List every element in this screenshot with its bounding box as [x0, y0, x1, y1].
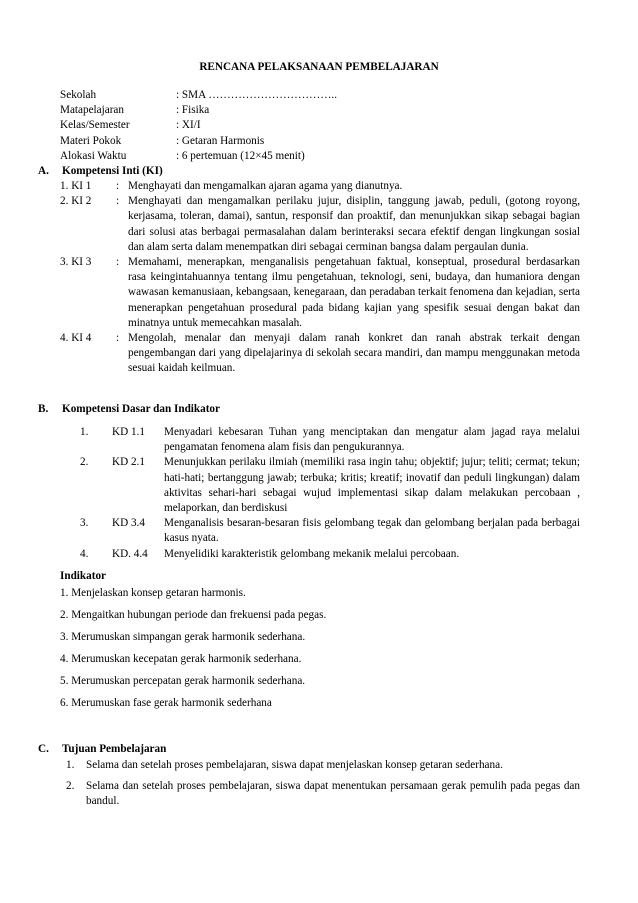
ki-item: 3. KI 3 : Memahami, menerapkan, menganalisis pengetahuan faktual, konseptual, prosedural berdasarkan rasa keingintahuannya tentang ilmu pengetahuan, teknologi, seni, budaya, dan humaniora dengan wawasan kemanusiaan, kebangsaan, kenegaraan, dan peradaban terkait fenomena dan kejadian, serta menerapkan pengetahuan prosedural pada bidang kajian yang spesifik sesuai dengan bakat dan minatnya untuk memecahkan masalah.: [60, 255, 580, 331]
kd-number: 4.: [80, 547, 89, 560]
ki-text: Mengolah, menalar dan menyaji dalam ranah konkret dan ranah abstrak terkait dengan pengembangan dari yang dipelajarinya di sekolah secara mandiri, dan mampu menggunakan metoda sesuai kaidah keilmuan.: [128, 332, 580, 375]
ki-code: 2. KI 2: [60, 195, 92, 208]
info-row: [60, 134, 337, 149]
info-value: : 6 pertemuan (12×45 menit): [176, 149, 305, 162]
info-value: : Fisika: [176, 104, 210, 117]
info-key: Sekolah: [60, 89, 97, 101]
ki-code: 4. KI 4: [60, 332, 92, 345]
indikator-item: 6. Merumuskan fase gerak harmonik sederhana: [60, 697, 272, 709]
info-key: Alokasi Waktu: [60, 149, 127, 162]
document-title: RENCANA PELAKSANAAN PEMBELAJARAN: [199, 61, 439, 73]
tujuan-list: [66, 758, 580, 816]
ki-text: Menghayati dan mengamalkan perilaku jujur, disiplin, tanggung jawab, peduli, (gotong royong, kerjasama, toleran, damai), santun, responsif dan proaktif, dan menunjukkan sikap sebagai bagian dari solusi atas berbagai permasalahan dalam berinteraksi secara efektif dengan lingkungan sosial dan alam serta dalam menempatkan diri sebagai cerminan bangsa dalam pergaulan dunia.: [128, 195, 580, 253]
kd-text: Menunjukkan perilaku ilmiah (memiliki rasa ingin tahu; objektif; jujur; teliti; cermat; tekun; hati-hati; bertanggung jawab; terbuka; kritis; kreatif; inovatif dan peduli lingkungan) dalam aktivitas sehari-hari sebagai wujud implementasi sikap dalam melakukan percobaan , melaporkan, dan berdiskusi: [164, 456, 580, 515]
kd-code: KD 3.4: [112, 517, 145, 530]
section-letter: B.: [38, 403, 49, 415]
section-letter: A.: [38, 165, 49, 177]
ki-item: 2. KI 2 : Menghayati dan mengamalkan perilaku jujur, disiplin, tanggung jawab, peduli, (gotong royong, kerjasama, toleran, damai), santun, responsif dan proaktif, dan menunjukkan sikap sebagai bagian dari solusi atas berbagai permasalahan dalam berinteraksi secara efektif dengan lingkungan sosial dan alam serta dalam menempatkan diri sebagai cerminan bangsa dalam pergaulan dunia.: [60, 194, 580, 255]
info-row: [60, 149, 337, 164]
info-row: [60, 88, 337, 103]
ki-item: 4. KI 4 : Mengolah, menalar dan menyaji dalam ranah konkret dan ranah abstrak terkait dengan pengembangan dari yang dipelajarinya di sekolah secara mandiri, dan mampu menggunakan metoda sesuai kaidah keilmuan.: [60, 331, 580, 377]
ki-text: Memahami, menerapkan, menganalisis pengetahuan faktual, konseptual, prosedural berdasarkan rasa keingintahuannya tentang ilmu pengetahuan, teknologi, seni, budaya, dan humaniora dengan wawasan kemanusiaan, kebangsaan, kenegaraan, dan peradaban terkait fenomena dan kejadian, serta menerapkan pengetahuan prosedural pada bidang kajian yang spesifik sesuai dengan bakat dan minatnya untuk memecahkan masalah.: [128, 256, 580, 329]
kd-number: 1.: [80, 426, 89, 438]
info-key: Kelas/Semester: [60, 119, 130, 132]
indikator-list: [60, 586, 580, 718]
section-letter: C.: [38, 743, 49, 755]
indikator-item: 5. Merumuskan percepatan gerak harmonik sederhana.: [60, 675, 306, 687]
info-block: [60, 88, 337, 164]
tujuan-item: [66, 758, 580, 773]
tujuan-text: Selama dan setelah proses pembelajaran, siswa dapat menentukan persamaan gerak pemulih pada pegas dan bandul.: [86, 780, 580, 808]
kd-item: [80, 425, 580, 455]
kd-text: Menyadari kebesaran Tuhan yang menciptakan dan mengatur alam jagad raya melalui pengamatan fenomena alam fisis dan pengukurannya.: [164, 426, 580, 454]
indikator-item: 4. Merumuskan kecepatan gerak harmonik sederhana.: [60, 653, 302, 665]
indikator-item: 3. Merumuskan simpangan gerak harmonik sederhana.: [60, 631, 306, 643]
kd-number: 2.: [80, 456, 89, 469]
kd-item: [80, 547, 580, 562]
kd-code: KD 1.1: [112, 426, 145, 438]
section-title: Kompetensi Dasar dan Indikator: [62, 403, 220, 415]
tujuan-number: 2.: [66, 780, 75, 793]
kd-text: Menyelidiki karakteristik gelombang mekanik melalui percobaan.: [164, 547, 460, 560]
indikator-heading: Indikator: [60, 570, 107, 582]
tujuan-text: Selama dan setelah proses pembelajaran, siswa dapat menjelaskan konsep getaran sederhana.: [86, 759, 503, 771]
section-a-heading: [38, 164, 163, 179]
section-c-heading: [38, 742, 166, 757]
indikator-item: 2. Mengaitkan hubungan periode dan frekuensi pada pegas.: [60, 609, 327, 621]
info-key: Materi Pokok: [60, 134, 122, 147]
info-row: [60, 103, 337, 118]
kd-number: 3.: [80, 517, 89, 530]
kd-code: KD. 4.4: [112, 547, 148, 560]
kd-code: KD 2.1: [112, 456, 145, 469]
kd-item: [80, 516, 580, 546]
info-value: : Getaran Harmonis: [176, 134, 265, 147]
ki-code: 3. KI 3: [60, 256, 92, 269]
tujuan-number: 1.: [66, 759, 75, 771]
kd-list: [80, 425, 580, 562]
kd-text: Menganalisis besaran-besaran fisis gelombang tegak dan gelombang berjalan pada berbagai kasus nyata.: [164, 517, 580, 545]
ki-item: 1. KI 1 : Menghayati dan mengamalkan ajaran agama yang dianutnya.: [60, 179, 580, 194]
section-title: Tujuan Pembelajaran: [62, 743, 167, 755]
info-key: Matapelajaran: [60, 104, 124, 117]
ki-text: Menghayati dan mengamalkan ajaran agama yang dianutnya.: [128, 180, 403, 192]
section-title: Kompetensi Inti (KI): [62, 165, 163, 177]
section-b-heading: [38, 402, 220, 417]
indikator-item: 1. Menjelaskan konsep getaran harmonis.: [60, 587, 246, 599]
tujuan-item: [66, 779, 580, 809]
ki-list: [60, 179, 580, 377]
kd-item: [80, 455, 580, 516]
info-value: : XI/I: [176, 119, 201, 132]
info-value: : SMA ……………………………..: [176, 89, 337, 101]
ki-code: 1. KI 1: [60, 180, 92, 192]
info-row: [60, 118, 337, 133]
